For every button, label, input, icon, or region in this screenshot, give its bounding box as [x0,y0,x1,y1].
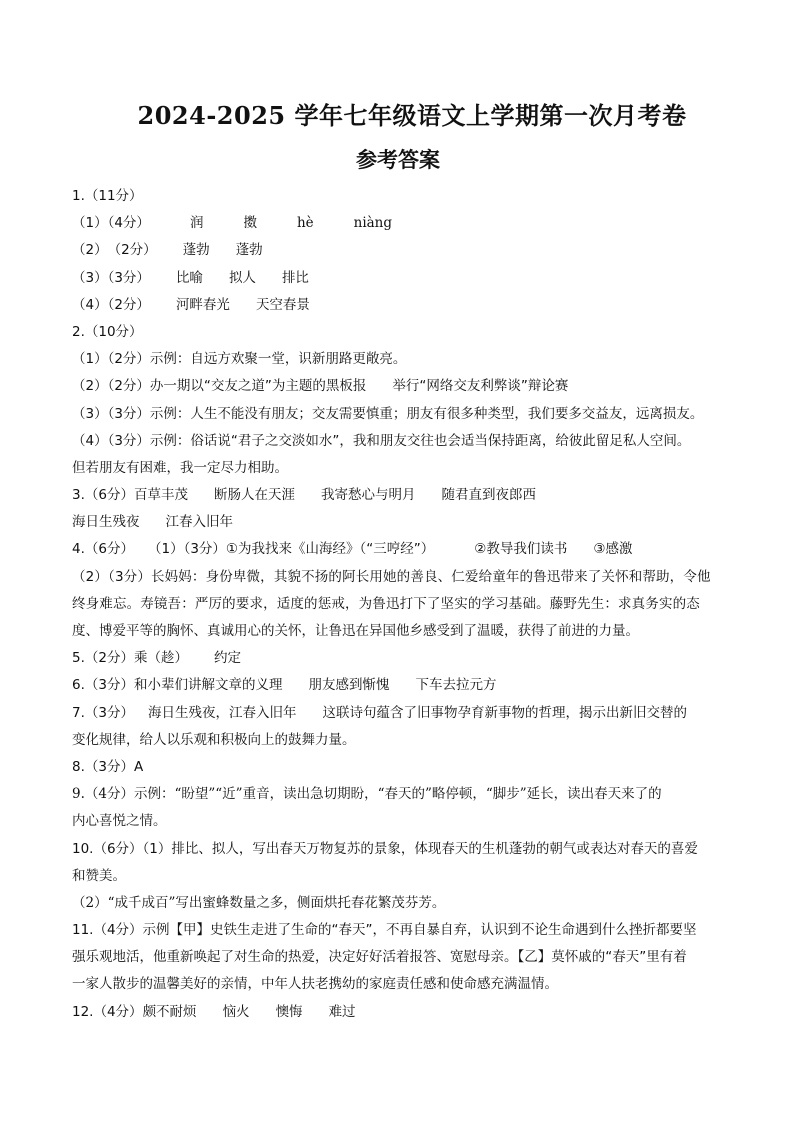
q2-part4-line1: （4）（3分）示例：俗话说“君子之交淡如水”，我和朋友交往也会适当保持距离，给彼此留足私人空间。 [72,432,691,449]
q1-p2-item: 蓬勃 [235,242,263,259]
q10-line3: （2）“成千成百”写出蜜蜂数量之多，侧面烘托春花繁茂芬芳。 [72,894,446,911]
q3-item: 海日生残夜 [72,514,140,531]
q8-line: 8.（3分）A [72,758,144,775]
q2-part2: （2）（2分）办一期以“交友之道”为主题的黑板报 举行“网络交友利弊谈”辩论赛 [72,378,569,395]
q1-p4-item: 河畔春光 [175,296,230,313]
q4-p1-item: ③感激 [593,541,633,558]
q10-line2: 和赞美。 [72,867,126,884]
q11-line1: 11.（4分）示例【甲】史铁生走进了生命的“春天”，不再自暴自弃，认识到不论生命遇到什么挫折都要坚 [72,922,697,939]
q12-line: 12.（4分）颇不耐烦 恼火 懊悔 难过 [72,1003,356,1020]
q6-item: 朋友感到惭愧 [308,677,390,694]
q4-part1: 4.（6分） （1）（3分）①为我找来《山海经》（“三哼经”） ②教导我们读书 ③感激 [72,541,633,558]
q1-p1-item: hè [296,215,314,232]
q10-line1: 10.（6分）（1）排比、拟人，写出春天万物复苏的景象，体现春天的生机蓬勃的朝气或表达对春天的喜爱 [72,840,698,857]
q5-item: 乘（趁） [133,650,188,667]
q4-p1-item: ①为我找来《山海经》（“三哼经”） [225,541,435,558]
q8-answer: A [133,758,144,775]
q1-heading: 1.（11分） [72,188,143,204]
q6-item: 和小辈们讲解文章的义理 [133,677,283,694]
q4-part2-line2: 终身难忘。寿镜吾：严厉的要求，适度的惩戒，为鲁迅打下了坚实的学习基础。藤野先生：求真务实的态 [72,595,700,612]
q12-item: 恼火 [222,1003,250,1020]
q3-item: 随君直到夜郎西 [441,487,536,504]
q7-line1: 7.（3分） 海日生残夜，江春入旧年 这联诗句蕴含了旧事物孕育新事物的哲理，揭示出新旧交替的 [72,704,687,721]
q1-p3-item: 比喻 [175,269,203,286]
q3-item: 我寄愁心与明月 [320,487,416,504]
page-title: 2024-2025 学年七年级语文上学期第一次月考卷 [137,101,687,130]
q1-part2: （2） （2分） 蓬勃 蓬勃 [72,242,263,259]
q4-part2-line3: 度、博爱平等的胸怀、真诚用心的关怀，让鲁迅在异国他乡感受到了温暖，获得了前进的力量。 [72,623,639,639]
q1-part1: （1）（4分） 润 擞 hè niàng [72,215,393,232]
q4-p1-item: ②教导我们读书 [474,541,568,558]
q12-item: 颇不耐烦 [142,1003,197,1020]
q6-line: 6.（3分）和小辈们讲解文章的义理 朋友感到惭愧 下车去拉元方 [72,677,497,694]
q1-p3-item: 拟人 [228,269,256,286]
q3-line1: 3.（6分）百草丰茂 断肠人在天涯 我寄愁心与明月 随君直到夜郎西 [72,487,536,504]
q1-p1-item: 擞 [243,215,257,232]
answer-content [72,183,724,1026]
q2-heading: 2.（10分） [72,323,143,340]
page-subtitle: 参考答案 [356,148,440,172]
q1-part4: （4）（2分） 河畔春光 天空春景 [72,296,310,313]
q1-p4-item: 天空春景 [255,296,310,313]
q4-part2-line1: （2）（3分）长妈妈：身份卑微，其貌不扬的阿长用她的善良、仁爱给童年的鲁迅带来了关怀和帮助，令他 [72,568,711,585]
q3-line2 [72,509,724,536]
q3-item: 断肠人在天涯 [213,487,295,504]
q1-p3-item: 排比 [281,269,309,286]
q5-line: 5.（2分）乘（趁） 约定 [72,650,241,667]
q5-item: 约定 [213,650,241,667]
q11-line3: 一家人散步的温馨美好的亲情，中年人扶老携幼的家庭责任感和使命感充满温情。 [72,976,558,993]
q2-part4-line2: 但若朋友有困难，我一定尽力相助。 [72,459,288,476]
q1-p2-item: 蓬勃 [182,242,210,259]
q7-line2: 变化规律，给人以乐观和积极向上的鼓舞力量。 [72,731,356,748]
q9-line2: 内心喜悦之情。 [72,813,167,830]
q3-item: 江春入旧年 [165,514,233,531]
q11-line2: 强乐观地活，他重新唤起了对生命的热爱，决定好好活着报答、宽慰母亲。【乙】莫怀戚的“春天”里有着 [72,949,687,966]
q2-part3: （3）（3分）示例：人生不能没有朋友；交友需要慎重；朋友有很多种类型，我们要多交益友，远离损友。 [72,405,704,422]
q1-p1-item: niàng [353,215,393,232]
q6-item: 下车去拉元方 [415,677,497,694]
q9-line1: 9.（4分）示例：“盼望”“近”重音，读出急切期盼，“春天的”略停顿，“脚步”延长，读出春天来了的 [72,786,662,803]
q2-part1: （1）（2分）示例：自远方欢聚一堂，识新朋路更敞亮。 [72,351,407,368]
q1-p1-item: 润 [189,215,204,232]
q12-item: 难过 [328,1003,356,1020]
q12-item: 懊悔 [275,1003,303,1020]
q3-item: 百草丰茂 [133,487,188,504]
q1-part3: （3）（3分） 比喻 拟人 排比 [72,269,309,286]
